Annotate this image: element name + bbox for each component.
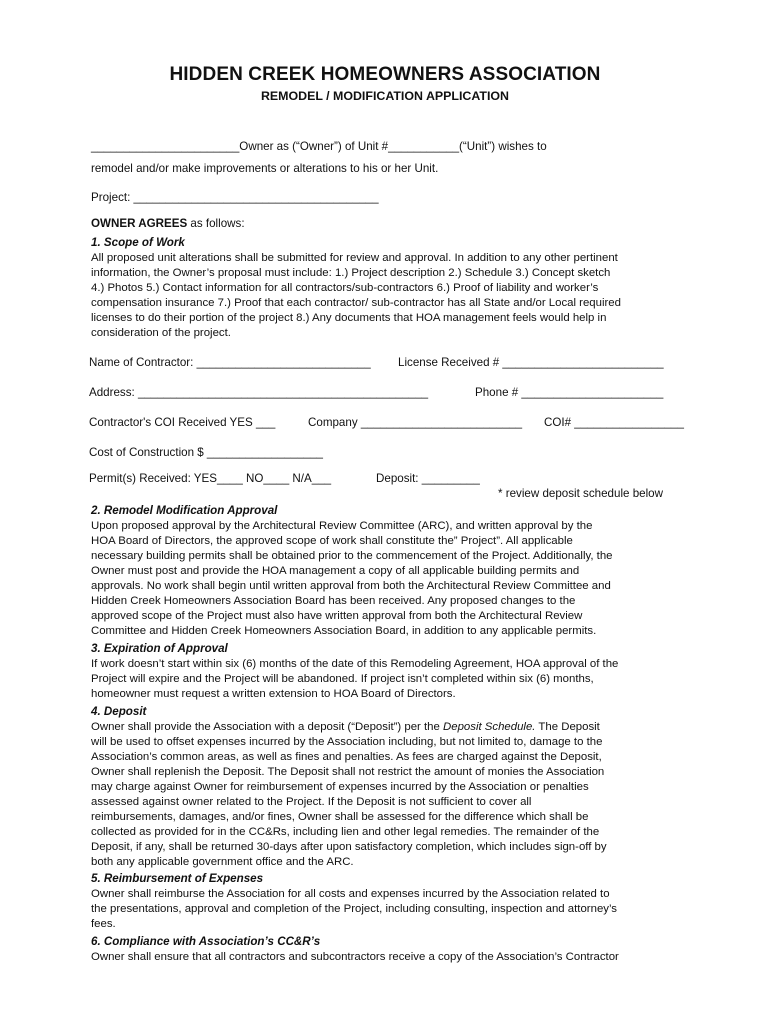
- document-subtitle: REMODEL / MODIFICATION APPLICATION: [260, 89, 510, 103]
- body-line: collected as provided for in the CC&Rs, including lien and other legal remedies. The remainder of the: [91, 826, 600, 838]
- body-line: fees.: [91, 918, 116, 930]
- body-line: Association’s common areas, as well as fines and penalties. As fees are charged against the Deposit,: [91, 751, 602, 763]
- body-line: reimbursements, damages, and/or fines, Owner shall be assessed for the difference which shall be: [91, 811, 589, 823]
- alterations-line: remodel and/or make improvements or alterations to his or her Unit.: [91, 162, 439, 175]
- body-line: licenses to do their portion of the project 8.) Any documents that HOA management feels would help in: [91, 312, 607, 324]
- body-line: Deposit, if any, shall be returned 30-days after upon satisfactory completion, which includes sign-off by: [91, 841, 607, 853]
- body-line: homeowner must request a written extension to HOA Board of Directors.: [91, 688, 456, 700]
- body-line: information, the Owner’s proposal must include: 1.) Project description 2.) Schedule 3.) Concept sketch: [91, 267, 611, 279]
- section-5-body: [91, 887, 681, 932]
- body-line: compensation insurance 7.) Proof that each contractor/ sub-contractor has all State and/or Local required: [91, 297, 621, 309]
- phone-field: Phone # ______________________: [475, 386, 664, 399]
- body-line: HOA Board of Directors, the approved scope of work shall constitute the” Project”. All applicable: [91, 535, 573, 547]
- body-line: approvals. No work shall begin until written approval from both the Architectural Review Committee and: [91, 580, 611, 592]
- body-line: If work doesn’t start within six (6) months of the date of this Remodeling Agreement, HOA approval of the: [91, 658, 619, 670]
- body-line: assessed against owner related to the Project. If the Deposit is not sufficient to cover all: [91, 796, 532, 808]
- body-line: Owner shall replenish the Deposit. The Deposit shall not restrict the amount of monies the Association: [91, 766, 605, 778]
- deposit-schedule-ref: Deposit Schedule.: [443, 721, 536, 733]
- company-field: Company _________________________: [308, 416, 523, 429]
- deposit-text-pre: Owner shall provide the Association with a deposit (“Deposit”) per the: [91, 721, 444, 733]
- section-2-heading: 2. Remodel Modification Approval: [91, 504, 278, 517]
- document-title: HIDDEN CREEK HOMEOWNERS ASSOCIATION: [169, 64, 601, 85]
- owner-agrees-line: [91, 216, 245, 231]
- section-1-body: [91, 251, 681, 341]
- owner-agrees-rest: as follows:: [187, 217, 245, 230]
- deposit-field: Deposit: _________: [376, 472, 480, 485]
- body-line: Project will expire and the Project will be abandoned. If project isn’t completed within six (6) months,: [91, 673, 594, 685]
- body-line: All proposed unit alterations shall be submitted for review and approval. In addition to any other pertinent: [91, 252, 618, 264]
- section-2-body: [91, 519, 681, 639]
- permits-field: Permit(s) Received: YES____ NO____ N/A___: [89, 472, 332, 485]
- cost-field: Cost of Construction $ __________________: [89, 446, 323, 459]
- body-line: 4.) Photos 5.) Contact information for all contractors/sub-contractors 6.) Proof of liability and worker’s: [91, 282, 599, 294]
- deposit-text-post: The Deposit: [535, 721, 600, 733]
- section-5-heading: 5. Reimbursement of Expenses: [91, 872, 264, 885]
- owner-unit-line: _______________________Owner as (“Owner”) of Unit #___________(“Unit”) wishes to: [91, 140, 547, 153]
- owner-agrees-bold: OWNER AGREES: [91, 217, 188, 230]
- body-line: Owner must post and provide the HOA management a copy of all applicable building permits and: [91, 565, 580, 577]
- body-line: approved scope of the Project must also have written approval from both the Architectural Review: [91, 610, 583, 622]
- body-line: will be used to offset expenses incurred by the Association including, but not limited to, damage to the: [91, 736, 603, 748]
- body-line: Committee and Hidden Creek Homeowners Association Board, in addition to any applicable permits.: [91, 625, 597, 637]
- section-1-heading: 1. Scope of Work: [91, 236, 185, 249]
- section-4-heading: 4. Deposit: [91, 705, 147, 718]
- section-6-heading: 6. Compliance with Association’s CC&R’s: [91, 935, 321, 948]
- section-4-body: [91, 720, 681, 870]
- project-line: Project: ______________________________________: [91, 191, 379, 204]
- address-field: Address: _____________________________________________: [89, 386, 429, 399]
- body-line: necessary building permits shall be obtained prior to the commencement of the Project. Additionally, the: [91, 550, 613, 562]
- coi-received-field: Contractor's COI Received YES ___: [89, 416, 276, 429]
- body-line: consideration of the project.: [91, 327, 231, 339]
- deposit-note: * review deposit schedule below: [498, 487, 663, 500]
- section-3-heading: 3. Expiration of Approval: [91, 642, 228, 655]
- body-line: both any applicable government office and the ARC.: [91, 856, 354, 868]
- section-6-body: [91, 950, 681, 965]
- body-line: Upon proposed approval by the Architectural Review Committee (ARC), and written approval by the: [91, 520, 593, 532]
- license-field: License Received # _________________________: [398, 356, 664, 369]
- body-line: Owner shall ensure that all contractors and subcontractors receive a copy of the Association’s Contractor: [91, 951, 619, 963]
- body-line: may charge against Owner for reimbursement of expenses incurred by the Association or penalties: [91, 781, 589, 793]
- body-line: the presentations, approval and completion of the Project, including consulting, inspection and attorney’s: [91, 903, 617, 915]
- body-line: Hidden Creek Homeowners Association Board has been received. Any proposed changes to the: [91, 595, 576, 607]
- coi-number-field: COI# _________________: [544, 416, 684, 429]
- body-line-first: [91, 720, 681, 735]
- body-line: Owner shall reimburse the Association for all costs and expenses incurred by the Association related to: [91, 888, 610, 900]
- section-3-body: [91, 657, 681, 702]
- contractor-name-field: Name of Contractor: ___________________________: [89, 356, 371, 369]
